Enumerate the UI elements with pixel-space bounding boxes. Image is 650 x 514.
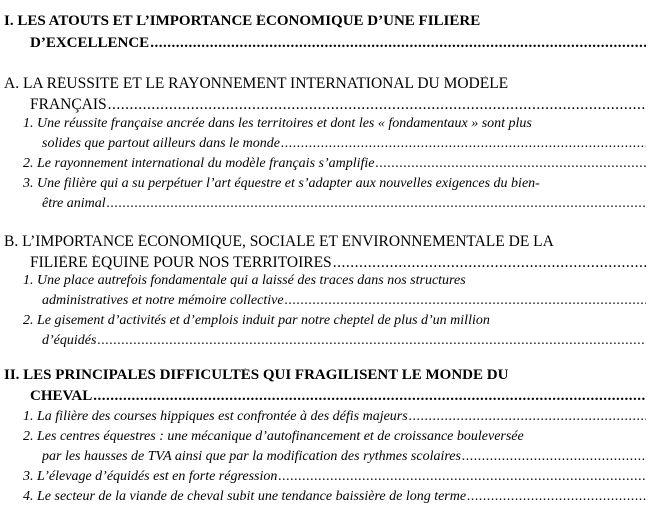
toc-item-B2[interactable] [23,314,490,328]
toc-item-II3[interactable] [23,470,646,484]
toc-item-A3-cont[interactable] [42,197,646,211]
toc-leader-dots [150,36,646,51]
toc-item-II1-line1: 1. La filière des courses hippiques est confrontée à des défis majeurs [23,410,408,424]
toc-item-II2-cont[interactable] [42,450,646,464]
toc-item-A1-cont[interactable] [42,137,646,151]
toc-item-A3-line2: être animal [42,197,106,211]
toc-item-B1-cont[interactable] [42,294,646,308]
toc-sectionB-title[interactable] [4,234,554,250]
toc-leader-dots [333,255,646,271]
toc-item-B1-line2: administratives et notre mémoire collective [42,294,284,308]
toc-item-A3-line1: 3. Une filière qui a su perpétuer l’art équestre et s’adapter aux nouvelles exigences du bien- [23,177,540,191]
toc-item-II2[interactable] [23,430,524,444]
toc-item-B2-line2: d’équidés [42,334,97,348]
toc-sectionA-title-cont[interactable] [30,97,646,113]
toc-leader-dots [462,450,646,464]
toc-item-II2-line1: 2. Les centres équestres : une mécanique d’autofinancement et de croissance bouleversée [23,430,524,444]
toc-leader-dots [409,410,646,424]
toc-sectionB-title-line1: B. L’IMPORTANCE ÉCONOMIQUE, SOCIALE ET ENVIRONNEMENTALE DE LA [4,234,554,250]
toc-part1-title-cont[interactable] [30,36,646,51]
toc-leader-dots [278,470,646,484]
toc-item-A2-line1: 2. Le rayonnement international du modèle français s’amplifie [23,157,375,171]
toc-part1-title-line1: I. LES ATOUTS ET L’IMPORTANCE ÉCONOMIQUE D’UNE FILIÈRE [4,14,481,29]
toc-item-B2-cont[interactable] [42,334,646,348]
toc-item-A1[interactable] [23,117,532,131]
toc-sectionA-title[interactable] [4,76,508,92]
toc-part2-title[interactable] [4,368,508,383]
toc-leader-dots [108,97,646,113]
toc-item-B1-line1: 1. Une place autrefois fondamentale qui a laissé des traces dans nos structures [23,274,466,288]
toc-part2-title-line1: II. LES PRINCIPALES DIFFICULTÉS QUI FRAGILISENT LE MONDE DU [4,368,509,383]
toc-leader-dots [107,197,646,211]
toc-sectionA-title-line2: FRANÇAIS [30,97,107,113]
toc-leader-dots [97,334,646,348]
toc-leader-dots [467,490,646,504]
toc-part2-title-cont[interactable] [30,389,646,404]
toc-item-B2-line1: 2. Le gisement d’activités et d’emplois induit par notre cheptel de plus d’un million [23,314,490,328]
toc-item-A3[interactable] [23,177,540,191]
toc-sectionB-title-line2: FILIÈRE ÉQUINE POUR NOS TERRITOIRES [30,255,332,271]
toc-leader-dots [376,157,646,171]
toc-sectionB-title-cont[interactable] [30,255,646,271]
toc-sectionA-title-line1: A. LA RÉUSSITE ET LE RAYONNEMENT INTERNATIONAL DU MODÈLE [4,76,509,92]
toc-leader-dots [93,389,646,404]
toc-item-II4-line1: 4. Le secteur de la viande de cheval subit une tendance baissière de long terme [23,490,467,504]
toc-item-II4[interactable] [23,490,646,504]
toc-leader-dots [281,137,646,151]
toc-leader-dots [285,294,646,308]
toc-item-B1[interactable] [23,274,466,288]
toc-item-A2[interactable] [23,157,646,171]
toc-part2-title-line2: CHEVAL [30,389,93,404]
toc-item-II2-line2: par les hausses de TVA ainsi que par la modification des rythmes scolaires [42,450,461,464]
toc-item-II3-line1: 3. L’élevage d’équidés est en forte régression [23,470,278,484]
toc-item-A1-line1: 1. Une réussite française ancrée dans les territoires et dont les « fondamentaux » sont plus [23,117,532,131]
toc-item-A1-line2: solides que partout ailleurs dans le monde [42,137,280,151]
toc-part1-title[interactable] [4,14,480,29]
toc-part1-title-line2: D’EXCELLENCE [30,36,150,51]
toc-item-II1[interactable] [23,410,646,424]
